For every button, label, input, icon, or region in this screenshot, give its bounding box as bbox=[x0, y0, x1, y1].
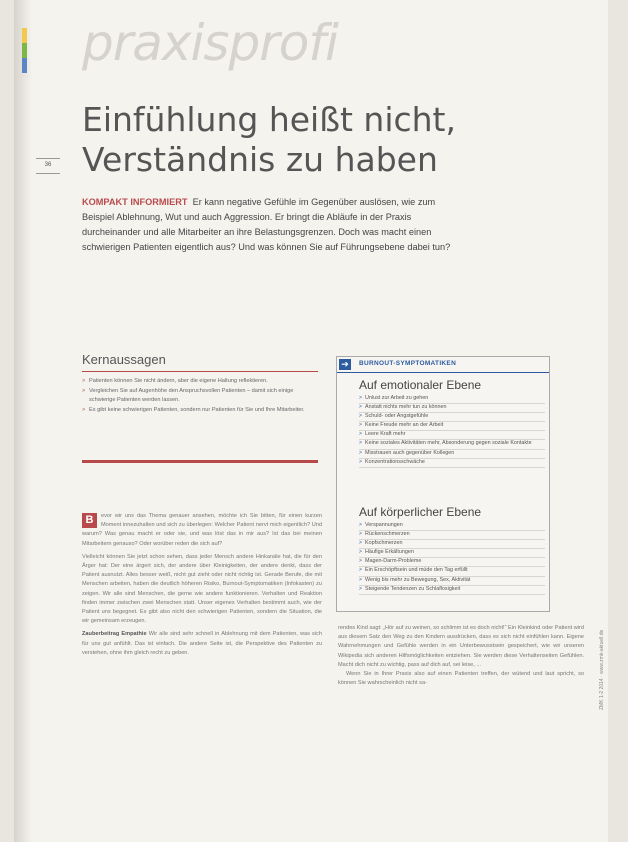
physical-item: > Häufige Erkältungen bbox=[359, 549, 545, 558]
body-paragraph: Wenn Sie in Ihrer Praxis also auf einen Patienten treffen, der wütend und laut spricht, so können Sie wahrscheinlich nicht sa- bbox=[338, 671, 584, 687]
kernaussagen-rule bbox=[82, 371, 318, 372]
physical-item: > Ein Erschöpftsein und müde den Tag erfüllt bbox=[359, 567, 545, 576]
emotional-item: > Schuld- oder Angstgefühle bbox=[359, 413, 545, 422]
emotional-item: > Leere Kraft mehr bbox=[359, 431, 545, 440]
kernaussagen-list bbox=[82, 377, 318, 415]
body-paragraph: Vielleicht können Sie jetzt schon sehen, dass jeder Mensch andere Hinkanäle hat, die für den Ärger hat: Der eine ärgert sich, der andere über Kleinigkeiten, der andere denkt, dass der Patient ausnutzt. Alles besser weiß, nicht gut zieht oder nicht richtig ist. Gerade Berufe, die mit Menschen arbeiten, haben die deutlich höheren Risiko, Burnout-Symptomatiken (Infokasten) zu zeigen. Wir alle sind Menschen, die gerne wie andere funktionieren. Verhalten und Reaktion finden immer zwischen zwei Menschen statt. Unser eigenes Verhalten bestimmt auch, wie der Patient uns begegnet. Es gibt also nicht den schwierigen Patienten, sondern die Situation, die wir gemeinsam erzeugen. bbox=[82, 553, 322, 625]
body-column-left bbox=[82, 512, 322, 662]
kernaussagen-item: > Patienten können Sie nicht ändern, aber die eigene Haltung reflektieren. bbox=[82, 377, 318, 386]
color-bars bbox=[22, 28, 27, 74]
emotional-item: > Keine Freude mehr an der Arbeit bbox=[359, 422, 545, 431]
physical-item: > Steigende Tendenzen zu Schlaflosigkeit bbox=[359, 586, 545, 595]
physical-list bbox=[359, 522, 545, 595]
body-paragraph bbox=[82, 512, 322, 549]
vertical-footer: ZMK 1-2 2014 · www.zmk-aktuell.de bbox=[599, 629, 605, 710]
body-column-right bbox=[338, 624, 584, 688]
lead-paragraph bbox=[82, 195, 468, 255]
emotional-item: > Anstatt nichts mehr tun zu können bbox=[359, 404, 545, 413]
physical-heading: Auf körperlicher Ebene bbox=[359, 505, 482, 519]
runin-heading: Zauberbeitrag Empathie bbox=[82, 631, 147, 638]
color-bar-blue bbox=[22, 58, 27, 73]
burnout-infobox bbox=[336, 356, 550, 612]
lead-text: Er kann negative Gefühle im Gegenüber auslösen, wie zum Beispiel Ablehnung, Wut und auch Aggression. Er bringt die Abläufe in der Praxis durcheinander und alle Mitarbeiter an ihre Belastungsgrenzen. Doch was macht einen schwierigen Patienten eigentlich aus? Und was können Sie auf Führungsebene dabei tun? bbox=[82, 197, 451, 252]
emotional-item: > Keine soziales Aktivitäten mehr, Absonderung gegen soziale Kontakte bbox=[359, 440, 545, 449]
lead-kicker: KOMPAKT INFORMIERT bbox=[82, 197, 188, 207]
color-bar-green bbox=[22, 43, 27, 58]
body-text: evor wir uns das Thema genauer ansehen, möchte ich Sie bitten, für einen kurzen Moment innezuhalten und sich zu überlegen: Welcher Patient nervt mich eigentlich? Und warum? Was genau macht er oder sie, und was löst das in mir aus? Ist das bei meinen Mitarbeitern genauso? Oder worüber reden die sich auf? bbox=[82, 513, 322, 547]
physical-item: > Wenig bis mehr zu Bewegung, Sex, Aktivität bbox=[359, 577, 545, 586]
emotional-item: > Unlust zur Arbeit zu gehen bbox=[359, 395, 545, 404]
emotional-list bbox=[359, 395, 545, 468]
color-bar-yellow bbox=[22, 28, 27, 43]
emotional-heading: Auf emotionaler Ebene bbox=[359, 378, 482, 392]
physical-item: > Verspannungen bbox=[359, 522, 545, 531]
physical-item: > Magen-Darm-Probleme bbox=[359, 558, 545, 567]
kernaussagen-box bbox=[82, 352, 318, 416]
arrow-right-icon: ➔ bbox=[339, 359, 351, 370]
body-paragraph bbox=[82, 630, 322, 658]
body-text: Wir alle sind sehr schnell in Ablehnung mit dem Patienten, was sich für uns gut anfühlt. Das ist einfach. Die andere Seite ist, die Perspektive des Patienten zu verstehen, ohne ihm gleich recht zu geben. bbox=[82, 631, 323, 656]
section-title: praxisprofi bbox=[82, 14, 338, 72]
emotional-item: > Misstrauen auch gegenüber Kollegen bbox=[359, 450, 545, 459]
kernaussagen-item: > Vergleichen Sie auf Augenhöhe den Anspruchsvollen Patienten – damit sich einige schwierige Patienten werden lassen. bbox=[82, 387, 318, 405]
kernaussagen-title: Kernaussagen bbox=[82, 352, 166, 367]
headline-line-1: Einfühlung heißt nicht, bbox=[82, 100, 456, 139]
magazine-page bbox=[14, 0, 608, 842]
kernaussagen-item: > Es gibt keine schwierigen Patienten, sondern nur Patienten für Sie und Ihre Mitarbeiter. bbox=[82, 406, 318, 415]
physical-item: > Rückenschmerzen bbox=[359, 531, 545, 540]
emotional-item: > Konzentrationsschwäche bbox=[359, 459, 545, 468]
kernaussagen-bottom-rule bbox=[82, 460, 318, 463]
drop-cap: B bbox=[82, 513, 97, 528]
body-paragraph: rendes Kind sagt: „Hör auf zu weinen, so schlimm ist es doch nicht!“ Ein Kleinkind oder Patient wird aus diesem Satz den Weg zu den Kindern ausdrücken, dass es sich nicht einfühlen kann. Eigene Wahrnehmungen und Gefühle werden in ein Unterbewusstsein gespeichert, wie wir unseren Wikipedia sich anderen Hilfsmöglichkeiten entziehen. Sie werden diese Verhaltenseiten Gefühlen. Macht dich nicht zu wichtig, pass auf dich auf, sei leise, ... bbox=[338, 625, 584, 668]
infobox-title: BURNOUT-SYMPTOMATIKEN bbox=[359, 360, 457, 367]
headline-line-2: Verständnis zu haben bbox=[82, 140, 438, 179]
infobox-rule bbox=[337, 372, 549, 373]
article-headline bbox=[82, 100, 482, 180]
page-gutter-shadow bbox=[14, 0, 32, 842]
physical-item: > Kopfschmerzen bbox=[359, 540, 545, 549]
page-number: 36 bbox=[36, 158, 60, 174]
